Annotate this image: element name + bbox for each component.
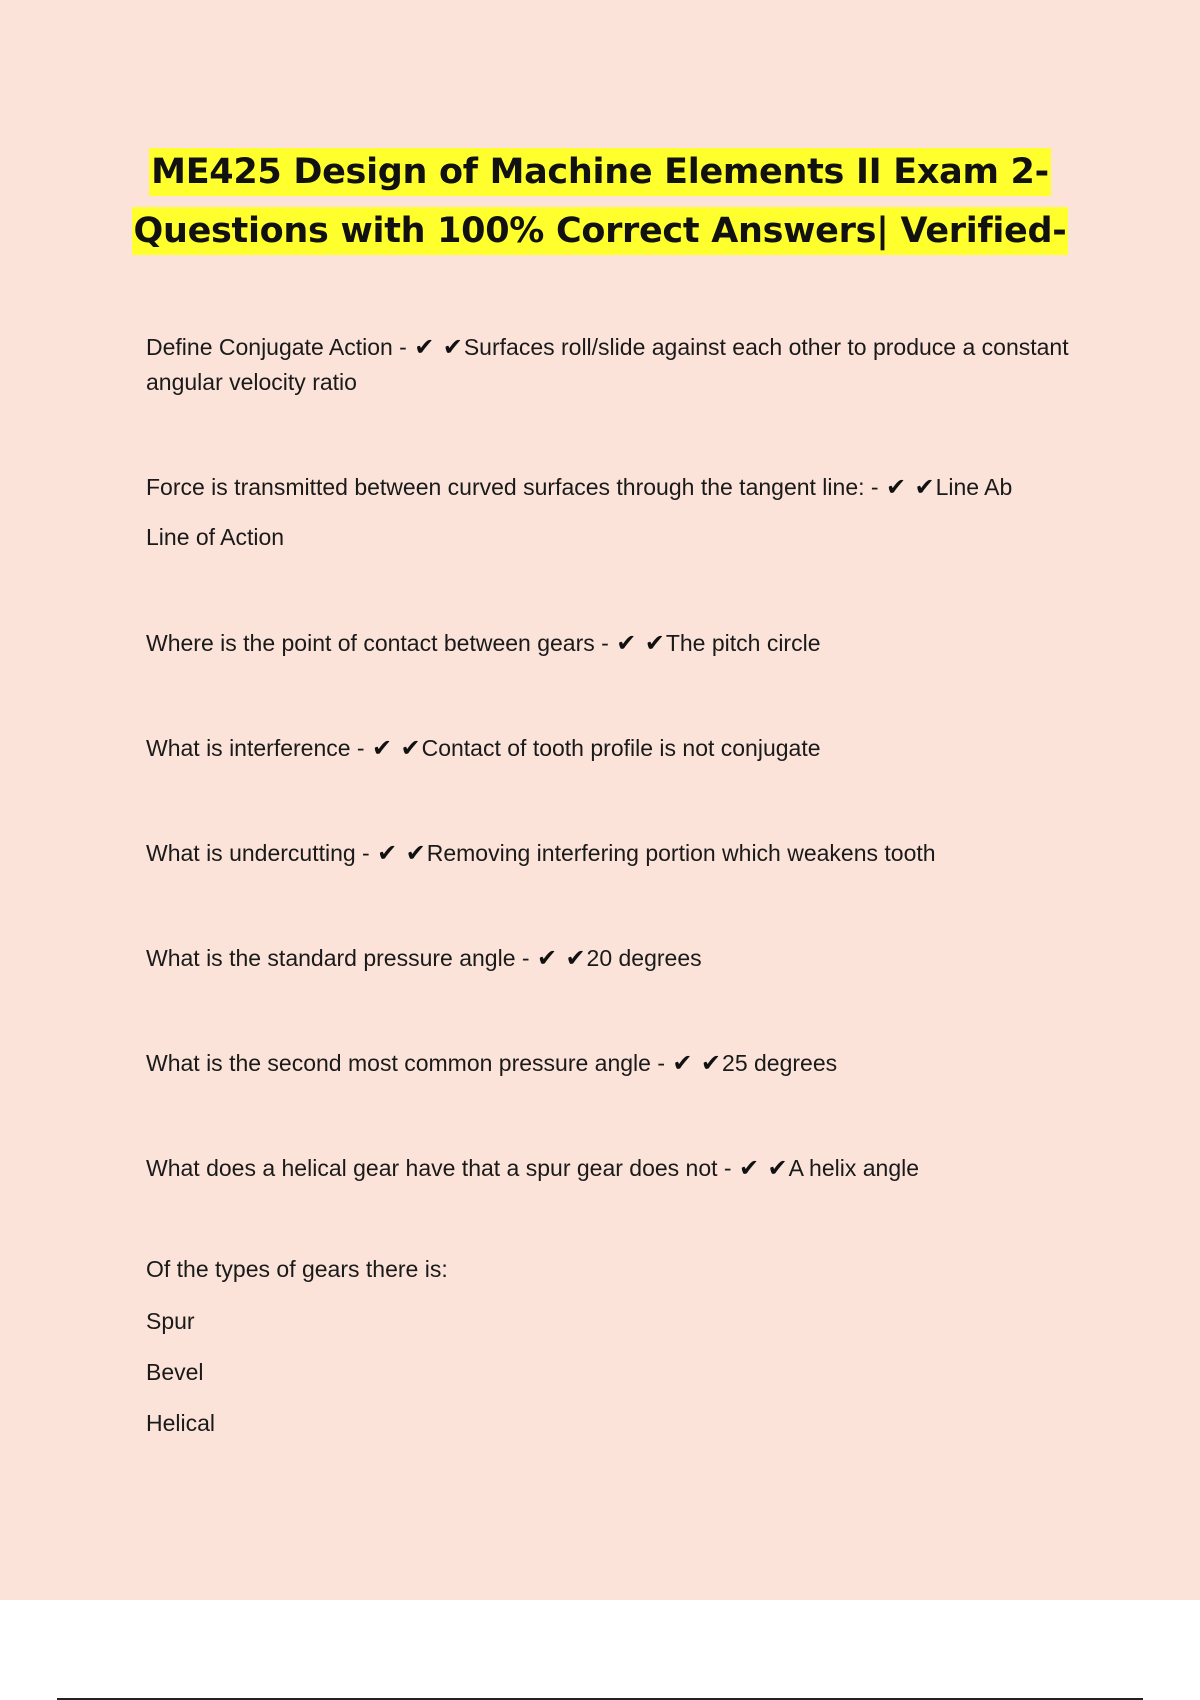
separator: - xyxy=(515,945,536,971)
qa-item xyxy=(146,731,1086,766)
check-icon: ✔ xyxy=(644,630,665,657)
qa-item xyxy=(146,941,1086,976)
question-text: What does a helical gear have that a spur gear does not xyxy=(146,1155,718,1181)
answer-extra-text: Line of Action xyxy=(146,524,285,550)
check-icon: ✔ xyxy=(885,474,907,501)
qa-item xyxy=(146,470,1086,555)
question-text: Force is transmitted between curved surfaces through the tangent line: xyxy=(146,474,865,500)
separator: - xyxy=(717,1155,738,1181)
separator: - xyxy=(350,735,371,761)
check-icon: ✔ xyxy=(738,1155,760,1182)
qa-item xyxy=(146,1046,1086,1081)
answer-text: Contact of tooth profile is not conjugate xyxy=(421,735,821,761)
title-line-1: ME425 Design of Machine Elements II Exam 2- xyxy=(149,148,1051,196)
separator: - xyxy=(594,630,616,656)
answer-text: Line Ab xyxy=(935,474,1013,500)
check-icon: ✔ xyxy=(565,945,586,972)
check-icon: ✔ xyxy=(700,1050,722,1077)
document-title xyxy=(0,143,1200,261)
check-icon: ✔ xyxy=(767,1155,788,1182)
answer-text: Removing interfering portion which weakens tooth xyxy=(426,840,936,866)
answer-text: 20 degrees xyxy=(586,945,702,971)
check-icon: ✔ xyxy=(400,735,421,762)
separator: - xyxy=(355,840,377,866)
check-icon: ✔ xyxy=(672,1050,693,1077)
gear-type-item: Bevel xyxy=(146,1359,204,1385)
answer-text: The pitch circle xyxy=(665,630,821,656)
separator: - xyxy=(650,1050,672,1076)
answer-text: A helix angle xyxy=(788,1155,920,1181)
qa-item xyxy=(146,836,1086,871)
answer-text: 25 degrees xyxy=(722,1050,838,1076)
check-icon: ✔ xyxy=(914,474,935,501)
qa-item xyxy=(146,1151,1086,1186)
check-icon: ✔ xyxy=(616,630,637,657)
question-text: What is the second most common pressure angle xyxy=(146,1050,651,1076)
check-icon: ✔ xyxy=(405,840,426,867)
separator: - xyxy=(864,474,885,500)
question-text: Where is the point of contact between gears xyxy=(146,630,595,656)
question-text: Define Conjugate Action xyxy=(146,334,393,360)
gear-types-heading: Of the types of gears there is: xyxy=(146,1256,448,1282)
qa-item xyxy=(146,626,1086,661)
question-text: What is interference xyxy=(146,735,351,761)
check-icon: ✔ xyxy=(377,840,398,867)
title-line-2: Questions with 100% Correct Answers| Verified- xyxy=(132,207,1069,255)
check-icon: ✔ xyxy=(414,334,435,361)
qa-item xyxy=(146,330,1086,400)
check-icon: ✔ xyxy=(442,334,463,361)
gear-type-item: Helical xyxy=(146,1410,216,1436)
question-text: What is the standard pressure angle xyxy=(146,945,516,971)
gear-type-item: Spur xyxy=(146,1308,195,1334)
check-icon: ✔ xyxy=(536,945,558,972)
check-icon: ✔ xyxy=(371,735,393,762)
answer-text: Surfaces roll/slide against each other to produce a constant angular velocity ratio xyxy=(146,334,1069,395)
separator: - xyxy=(392,334,414,360)
question-text: What is undercutting xyxy=(146,840,356,866)
